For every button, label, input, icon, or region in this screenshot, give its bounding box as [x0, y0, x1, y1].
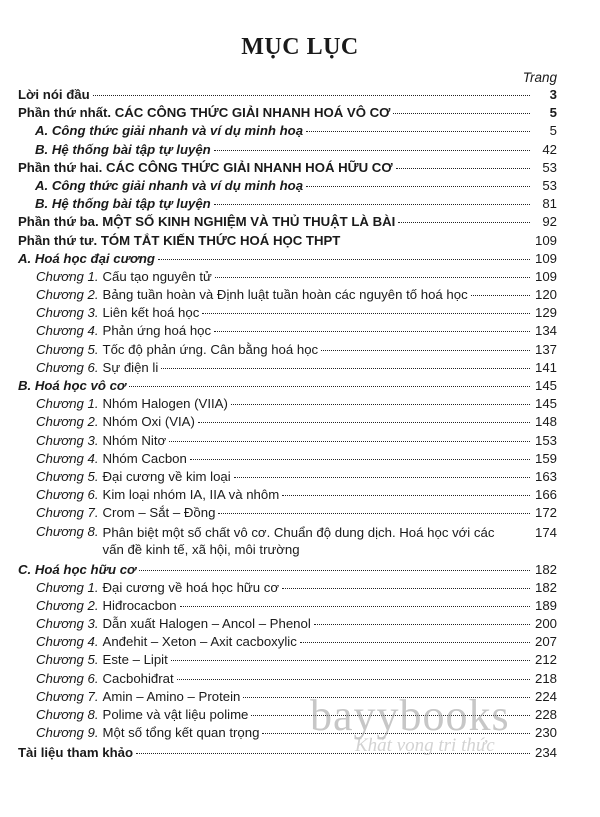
toc-label: Cacbohiđrat: [102, 670, 174, 686]
toc-page-number: 109: [534, 268, 557, 284]
toc-page-number: 129: [534, 305, 557, 321]
toc-row[interactable]: [18, 196, 557, 214]
toc-row[interactable]: [18, 671, 557, 689]
toc-page-number: 207: [534, 634, 557, 650]
toc-page-number: 182: [534, 561, 557, 577]
dot-leader: [306, 131, 530, 132]
toc-page-number: 120: [534, 287, 557, 303]
dot-leader: [198, 422, 530, 423]
toc-row[interactable]: [18, 562, 557, 580]
toc-label: Phần thứ ba. MỘT SỐ KINH NGHIỆM VÀ THỦ THUẬT LÀ BÀI: [18, 214, 396, 230]
chapter-number: Chương 1.: [36, 268, 99, 284]
toc-row[interactable]: [18, 487, 557, 505]
toc-page-number: 218: [534, 670, 557, 686]
toc-label: Dẫn xuất Halogen – Ancol – Phenol: [102, 616, 311, 632]
toc-label: Sự điện li: [102, 359, 159, 375]
dot-leader: [214, 150, 530, 151]
toc-label: Phần thứ nhất. CÁC CÔNG THỨC GIẢI NHANH HOÁ VÔ CƠ: [18, 105, 391, 121]
toc-label: Nhóm Nitơ: [102, 432, 167, 448]
toc-row[interactable]: [18, 287, 557, 305]
toc-row[interactable]: [18, 123, 557, 141]
dot-leader: [282, 588, 530, 589]
toc-page-number: 212: [534, 652, 557, 668]
toc-page-number: 228: [534, 707, 557, 722]
dot-leader: [306, 186, 530, 187]
chapter-number: Chương 7.: [36, 505, 99, 521]
dot-leader: [169, 441, 530, 442]
chapter-number: Chương 1.: [36, 396, 99, 412]
toc-row[interactable]: [18, 233, 557, 251]
toc-row[interactable]: [18, 580, 557, 598]
toc-label: Tài liệu tham khảo: [18, 745, 134, 761]
toc-page-number: 166: [534, 487, 557, 503]
toc-label: A. Công thức giải nhanh và ví dụ minh hoạ: [35, 123, 304, 139]
toc-label: A. Hoá học đại cương: [18, 250, 155, 266]
toc-page-number: 141: [534, 359, 557, 375]
chapter-number: Chương 2.: [36, 287, 99, 303]
table-of-contents: [18, 87, 557, 764]
chapter-number: Chương 6.: [36, 670, 99, 686]
toc-row[interactable]: [18, 414, 557, 432]
dot-leader: [396, 168, 530, 169]
page-column-header: Trang: [522, 70, 557, 85]
toc-page-number: 92: [542, 214, 557, 230]
dot-leader: [171, 660, 530, 661]
dot-leader: [314, 624, 530, 625]
dot-leader: [129, 386, 530, 387]
toc-row[interactable]: [18, 634, 557, 652]
dot-leader: [202, 313, 530, 314]
toc-row[interactable]: [18, 524, 557, 560]
toc-label: Anđehit – Xeton – Axit cacboxylic: [102, 634, 297, 650]
toc-row[interactable]: [18, 505, 557, 523]
dot-leader: [93, 95, 530, 96]
toc-row[interactable]: [18, 652, 557, 670]
dot-leader: [231, 404, 530, 405]
toc-label: Hiđrocacbon: [102, 597, 177, 613]
dot-leader: [180, 606, 530, 607]
chapter-number: Chương 9.: [36, 725, 99, 741]
toc-page-number: 53: [542, 159, 557, 175]
toc-row[interactable]: [18, 142, 557, 160]
toc-label: Crom – Sắt – Đồng: [102, 505, 216, 521]
toc-label: Kim loại nhóm IA, IIA và nhôm: [102, 487, 280, 503]
chapter-number: Chương 5.: [36, 341, 99, 357]
toc-label: B. Hệ thống bài tập tự luyện: [35, 196, 211, 212]
toc-page-number: 234: [534, 745, 557, 761]
dot-leader: [321, 350, 530, 351]
chapter-number: Chương 8.: [36, 523, 99, 539]
toc-page-number: 81: [542, 196, 557, 212]
chapter-number: Chương 4.: [36, 634, 99, 650]
toc-label: B. Hoá học vô cơ: [18, 378, 126, 393]
toc-page-number: 174: [534, 524, 557, 540]
toc-row[interactable]: [18, 433, 557, 451]
toc-page-number: 42: [542, 141, 557, 157]
toc-label: Liên kết hoá học: [102, 305, 200, 321]
toc-page-number: 3: [549, 87, 557, 102]
toc-page-number: 148: [534, 414, 557, 430]
toc-label: A. Công thức giải nhanh và ví dụ minh hoạ: [35, 177, 304, 193]
dot-leader: [218, 513, 530, 514]
toc-row[interactable]: [18, 323, 557, 341]
toc-row[interactable]: [18, 396, 557, 414]
chapter-number: Chương 3.: [36, 616, 99, 632]
toc-page-number: 200: [534, 616, 557, 632]
dot-leader: [393, 113, 530, 114]
dot-leader: [234, 477, 530, 478]
dot-leader: [177, 679, 530, 680]
toc-page-number: 182: [534, 579, 557, 595]
dot-leader: [282, 495, 530, 496]
chapter-number: Chương 5.: [36, 652, 99, 668]
toc-page-number: 145: [534, 378, 557, 393]
toc-page-number: 145: [534, 396, 557, 412]
toc-label: Lời nói đầu: [18, 87, 90, 102]
page-title: MỤC LỤC: [241, 34, 359, 60]
toc-page-number: 172: [534, 505, 557, 521]
dot-leader: [139, 570, 530, 571]
toc-label: Tốc độ phản ứng. Cân bằng hoá học: [102, 341, 319, 357]
toc-label: Nhóm Cacbon: [102, 450, 187, 466]
toc-row[interactable]: [18, 616, 557, 634]
toc-label: Polime và vật liệu polime: [102, 707, 249, 722]
toc-row[interactable]: [18, 360, 557, 378]
toc-page-number: 53: [542, 177, 557, 193]
toc-label: Cấu tạo nguyên tử: [102, 268, 212, 284]
dot-leader: [471, 295, 530, 296]
chapter-number: Chương 4.: [36, 323, 99, 339]
toc-row[interactable]: [18, 160, 557, 178]
chapter-number: Chương 2.: [36, 414, 99, 430]
toc-row[interactable]: [18, 214, 557, 232]
watermark-tagline: Khát vọng tri thức: [355, 735, 495, 756]
toc-row[interactable]: [18, 269, 557, 287]
toc-row[interactable]: [18, 251, 557, 269]
dot-leader: [161, 368, 530, 369]
toc-label: C. Hoá học hữu cơ: [18, 561, 136, 577]
toc-page-number: 109: [534, 232, 557, 248]
toc-row[interactable]: [18, 451, 557, 469]
toc-row[interactable]: [18, 305, 557, 323]
toc-page-number: 109: [534, 250, 557, 266]
dot-leader: [158, 259, 530, 260]
toc-label: Phân biệt một số chất vô cơ. Chuẩn độ dung dịch. Hoá học với các vấn đề kinh tế, xã hội, môi trường: [102, 524, 495, 557]
dot-leader: [190, 459, 530, 460]
dot-leader: [215, 277, 530, 278]
chapter-number: Chương 6.: [36, 487, 99, 503]
toc-label: Đại cương về hoá học hữu cơ: [102, 579, 279, 595]
toc-row[interactable]: [18, 87, 557, 105]
chapter-number: Chương 7.: [36, 688, 99, 704]
toc-row[interactable]: [18, 105, 557, 123]
toc-label: Phản ứng hoá học: [102, 323, 212, 339]
toc-label: Bảng tuần hoàn và Định luật tuần hoàn các nguyên tố hoá học: [102, 287, 468, 303]
toc-label: Amin – Amino – Protein: [102, 688, 241, 704]
toc-row[interactable]: [18, 469, 557, 487]
toc-label: Phần thứ tư. TÓM TẮT KIẾN THỨC HOÁ HỌC THPT: [18, 232, 341, 248]
chapter-number: Chương 6.: [36, 359, 99, 375]
toc-page-number: 5: [549, 105, 557, 121]
chapter-number: Chương 3.: [36, 432, 99, 448]
toc-label: B. Hệ thống bài tập tự luyện: [35, 141, 211, 157]
toc-page-number: 137: [534, 341, 557, 357]
watermark-logo: bayybooks: [310, 691, 510, 740]
toc-page-number: 189: [534, 597, 557, 613]
toc-page-number: 5: [549, 123, 557, 139]
toc-page-number: 134: [534, 323, 557, 339]
toc-row[interactable]: [18, 598, 557, 616]
toc-label: Este – Lipit: [102, 652, 168, 668]
dot-leader: [300, 642, 530, 643]
toc-row[interactable]: [18, 178, 557, 196]
chapter-number: Chương 5.: [36, 468, 99, 484]
toc-row[interactable]: [18, 342, 557, 360]
toc-page-number: 163: [534, 468, 557, 484]
toc-page-number: 159: [534, 450, 557, 466]
dot-leader: [214, 204, 530, 205]
toc-label: Phần thứ hai. CÁC CÔNG THỨC GIẢI NHANH HOÁ HỮU CƠ: [18, 159, 393, 175]
chapter-number: Chương 4.: [36, 450, 99, 466]
chapter-number: Chương 1.: [36, 579, 99, 595]
toc-label: Một số tổng kết quan trọng: [102, 725, 260, 741]
toc-page-number: 224: [534, 688, 557, 704]
toc-label: Đại cương về kim loại: [102, 468, 231, 484]
dot-leader: [398, 222, 530, 223]
chapter-number: Chương 3.: [36, 305, 99, 321]
toc-row[interactable]: [18, 378, 557, 396]
toc-label: Nhóm Halogen (VIIA): [102, 396, 228, 412]
toc-page-number: 230: [534, 725, 557, 741]
chapter-number: Chương 2.: [36, 597, 99, 613]
dot-leader: [214, 331, 530, 332]
toc-page-number: 153: [534, 432, 557, 448]
chapter-number: Chương 8.: [36, 707, 99, 722]
toc-label: Nhóm Oxi (VIA): [102, 414, 195, 430]
